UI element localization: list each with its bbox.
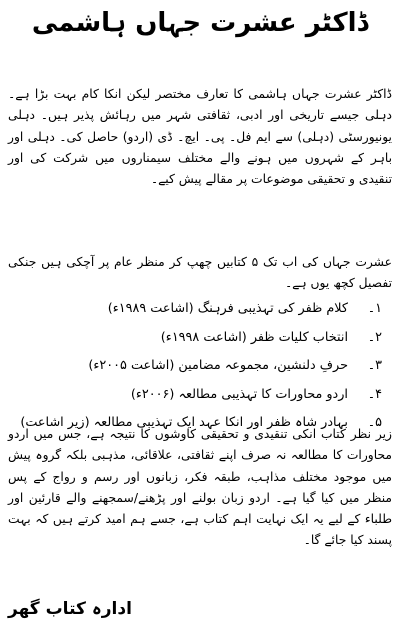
list-item-text: بہادر شاہ ظفر اور انکا عہد ایک تہذیبی مطالعہ (زیر اشاعت) xyxy=(20,415,348,430)
list-item-number: ۴۔ xyxy=(367,386,382,402)
page-title: ڈاکٹر عشرت جہاں ہاشمی xyxy=(31,8,369,38)
list-item-number: ۳۔ xyxy=(367,358,382,373)
list-item-number: ۲۔ xyxy=(367,329,382,345)
list-item xyxy=(12,386,382,415)
list-item-number: ۵۔ xyxy=(367,415,382,430)
list-item-text: کلام ظفر کی تہذیبی فرہنگ (اشاعت ۱۹۸۹ء) xyxy=(107,301,348,316)
list-item-text: انتخاب کلیات ظفر (اشاعت ۱۹۹۸ء) xyxy=(160,329,348,345)
intro-paragraph: ڈاکٹر عشرت جہاں ہاشمی کا تعارف مختصر لیکن انکا کام بہت بڑا ہے۔ دہلی جیسے تاریخی اور ادبی، ثقافتی شہر میں رہائش پذیر ہیں۔ دہلی یونیورسٹی (دہلی) سے ایم فل۔ پی۔ ایچ۔ ڈی (اردو) حاصل کی۔ دہلی اور باہر کے شہروں میں ہونے والے مختلف سیمناروں میں شرکت کی اور تنقیدی و تحقیقی موضوعات پر مقالے پیش کیے۔ xyxy=(8,87,392,187)
list-item-text: اردو محاورات کا تہذیبی مطالعہ (۲۰۰۶ء) xyxy=(130,386,348,402)
list-item-text: حرفِ دلنشین، مجموعہ مضامین (اشاعت ۲۰۰۵ء) xyxy=(88,358,348,373)
books-list xyxy=(12,300,382,443)
publisher-signature: ادارہ کتاب گھر xyxy=(8,599,132,619)
closing-paragraph: زیر نظر کتاب انکی تنقیدی و تحقیقی کاوشوں کا نتیجہ ہے، جس میں اردو محاورات کا مطالعہ نہ صرف اپنے ثقافتی، علاقائی، مذہبی بلکہ گروہ پیش میں موجود مختلف مذاہب، طبقہ فکر، زبانوں اور رسم و رواج کے پس منظر میں کیا گیا ہے۔ اردو زبان بولنے اور پڑھنے/سمجھنے والے قارئین اور طلباء کے لیے یہ ایک نہایت اہم کتاب ہے، جسے ہم امید کرتے ہیں کہ بہت پسند کیا جائے گا۔ xyxy=(8,427,392,548)
books-intro-paragraph: عشرت جہاں کی اب تک ۵ کتابیں چھپ کر منظر عام پر آچکی ہیں جنکی تفصیل کچھ یوں ہے۔ xyxy=(8,255,392,291)
list-item xyxy=(12,300,382,329)
list-item xyxy=(12,329,382,358)
list-item-number: ۱۔ xyxy=(367,301,382,316)
list-item xyxy=(12,357,382,386)
